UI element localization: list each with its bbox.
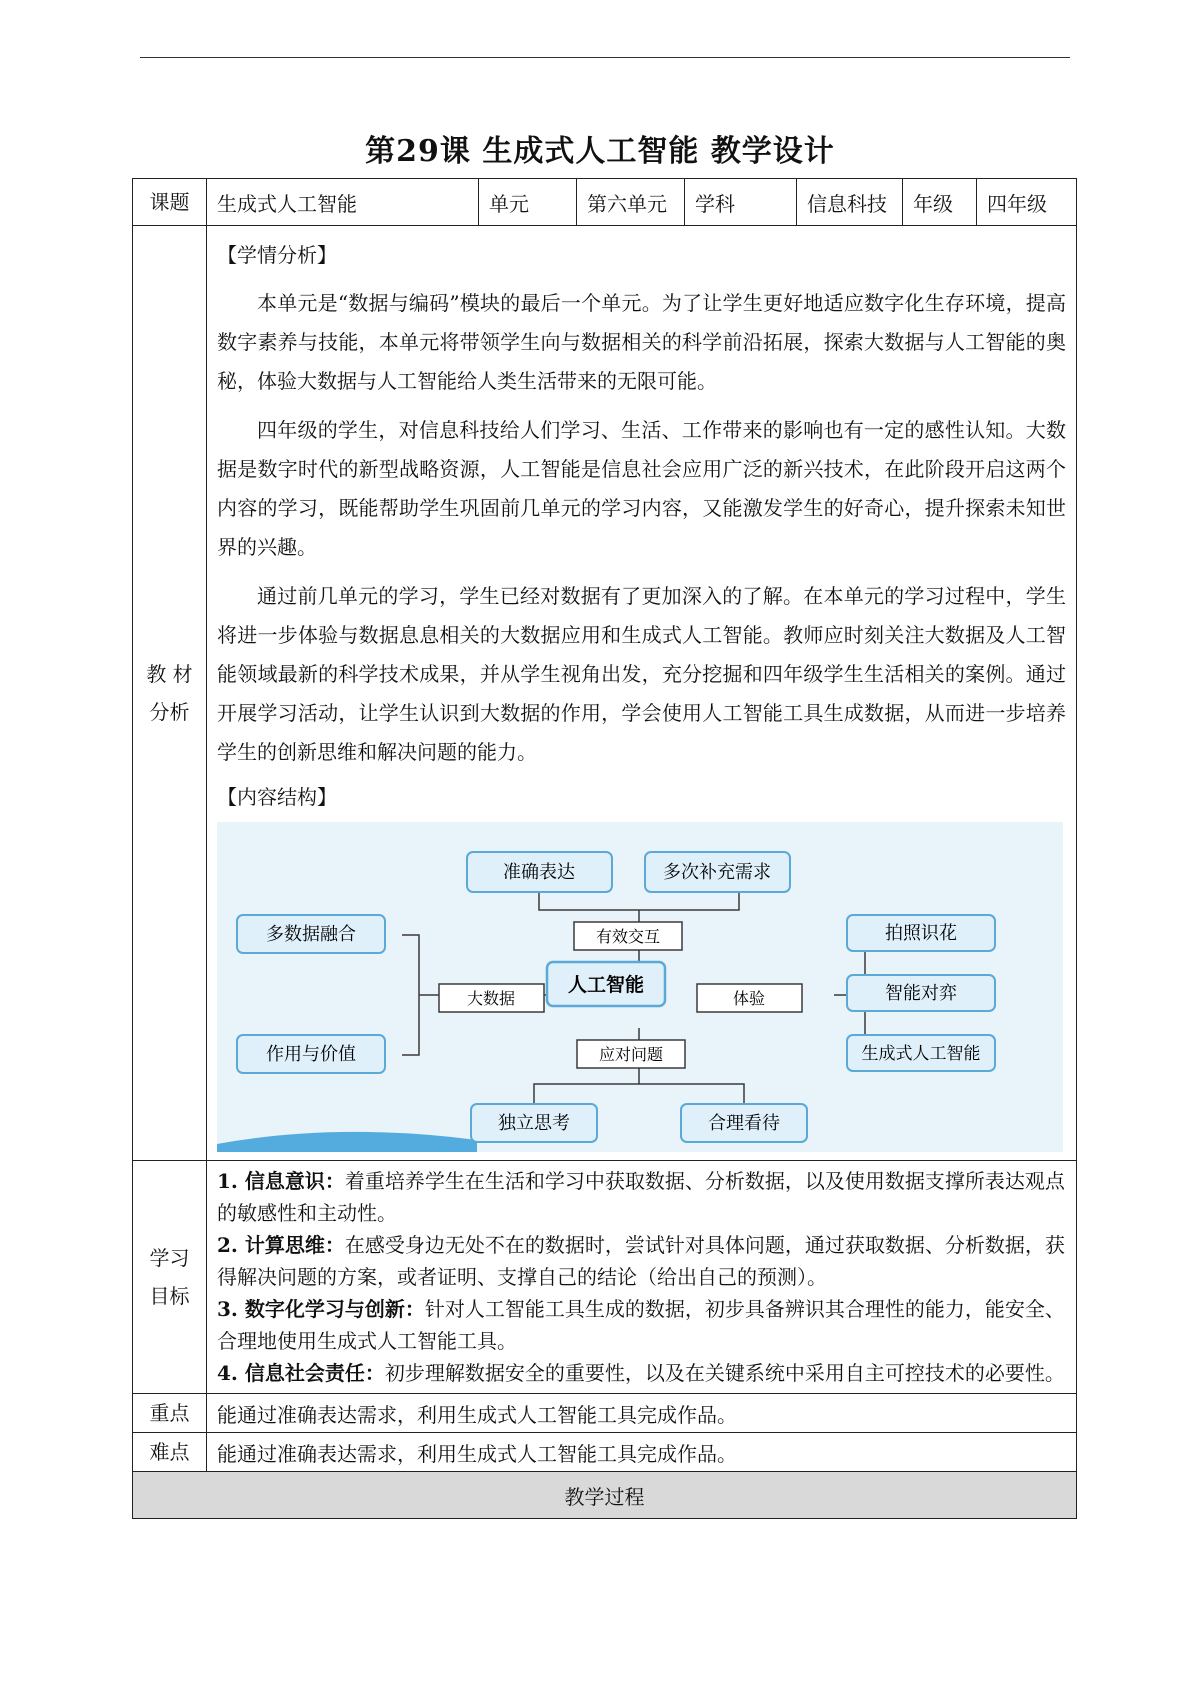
analysis-paragraph-2: 四年级的学生，对信息科技给人们学习、生活、工作带来的影响也有一定的感性认知。大数据是数字时代的新型战略资源，人工智能是信息社会应用广泛的新兴技术，在此阶段开启这两个内容的学习，既能帮助学生巩固前几单元的学习内容，又能激发学生的好奇心，提升探索未知世界的兴趣。: [217, 418, 1066, 559]
grade-value: 四年级: [977, 179, 1077, 226]
goal-2-title: 2. 计算思维：: [217, 1233, 345, 1257]
analysis-label-line2: 分析: [149, 700, 190, 724]
goal-3-text: 针对人工智能工具生成的数据，初步具备辨识其合理性的能力，能安全、合理地使用生成式人工智能工具。: [217, 1297, 1065, 1353]
analysis-row: [133, 226, 1077, 1161]
goal-2-text: 在感受身边无处不在的数据时，尝试针对具体问题，通过获取数据、分析数据，获得解决问题的方案，或者证明、支撑自己的结论（给出自己的预测）。: [217, 1233, 1065, 1289]
box-bottom-mid: [577, 1040, 685, 1068]
goals-row: [133, 1161, 1077, 1394]
box-right-2: [847, 975, 995, 1011]
key-point-text: 能通过准确表达需求，利用生成式人工智能工具完成作品。: [207, 1394, 1077, 1433]
unit-value: 第六单元: [577, 179, 685, 226]
label-left-bottom: 作用与价值: [266, 1044, 356, 1065]
lesson-label: 课题: [133, 179, 207, 226]
box-left-mid: [439, 984, 544, 1012]
difficulty-row: [133, 1433, 1077, 1472]
goal-1-title: 1. 信息意识：: [217, 1169, 345, 1193]
box-top-mid: [574, 922, 682, 950]
box-center: [547, 962, 665, 1006]
grade-label: 年级: [903, 179, 977, 226]
goal-3: [217, 1293, 1066, 1357]
box-right-1: [847, 915, 995, 951]
label-left-top: 多数据融合: [266, 924, 356, 945]
header-rule: [140, 57, 1070, 58]
label-right-3: 生成式人工智能: [861, 1044, 981, 1064]
key-point-row: [133, 1394, 1077, 1433]
label-right-mid: 体验: [732, 989, 766, 1008]
box-right-3: [847, 1035, 995, 1071]
goals-content: [207, 1161, 1077, 1394]
box-left-top: [237, 915, 385, 953]
lesson-value: 生成式人工智能: [207, 179, 479, 226]
analysis-label-line1: 教 材: [146, 662, 193, 686]
box-bottom-right: [681, 1104, 807, 1142]
key-point-label: 重点: [133, 1394, 207, 1433]
label-bottom-left: 独立思考: [498, 1113, 570, 1134]
info-row: [133, 179, 1077, 226]
goals-label-line2: 目标: [149, 1284, 190, 1308]
label-right-1: 拍照识花: [885, 923, 957, 944]
difficulty-text: 能通过准确表达需求，利用生成式人工智能工具完成作品。: [207, 1433, 1077, 1472]
label-bottom-mid: 应对问题: [598, 1045, 664, 1064]
goal-4-text: 初步理解数据安全的重要性，以及在关键系统中采用自主可控技术的必要性。: [384, 1361, 1065, 1385]
goal-1: [217, 1165, 1066, 1229]
label-center: 人工智能: [567, 974, 645, 996]
process-row: [133, 1472, 1077, 1519]
analysis-paragraph-1: 本单元是“数据与编码”模块的最后一个单元。为了让学生更好地适应数字化生存环境，提高数字素养与技能，本单元将带领学生向与数据相关的科学前沿拓展，探索大数据与人工智能的奥秘，体验大数据与人工智能给人类生活带来的无限可能。: [217, 291, 1066, 393]
label-right-2: 智能对弈: [885, 983, 957, 1004]
content-structure-diagram: [217, 822, 1063, 1152]
goal-3-title: 3. 数字化学习与创新：: [217, 1297, 425, 1321]
label-top-left: 准确表达: [503, 862, 575, 883]
goal-4: [217, 1357, 1066, 1389]
box-bottom-left: [471, 1104, 597, 1142]
box-right-mid: [697, 984, 802, 1012]
label-top-mid: 有效交互: [595, 927, 661, 946]
subject-label: 学科: [685, 179, 797, 226]
goal-2: [217, 1229, 1066, 1293]
box-top-left: [467, 852, 612, 892]
process-heading: 教学过程: [133, 1472, 1077, 1519]
goal-4-title: 4. 信息社会责任：: [217, 1361, 385, 1385]
page-title: 第29课 生成式人工智能 教学设计: [365, 134, 835, 169]
label-top-right: 多次补充需求: [663, 862, 771, 883]
goals-label: [133, 1161, 207, 1394]
lesson-plan-table: [132, 178, 1077, 1519]
unit-label: 单元: [479, 179, 577, 226]
student-analysis-heading: 【学情分析】: [217, 243, 337, 267]
label-left-mid: 大数据: [466, 989, 516, 1008]
goal-1-text: 着重培养学生在生活和学习中获取数据、分析数据，以及使用数据支撑所表达观点的敏感性和主动性。: [217, 1169, 1065, 1225]
subject-value: 信息科技: [797, 179, 903, 226]
analysis-label: [133, 226, 207, 1161]
difficulty-label: 难点: [133, 1433, 207, 1472]
box-top-right: [645, 852, 790, 892]
content-structure-heading: 【内容结构】: [217, 785, 337, 809]
analysis-content: [207, 226, 1077, 1161]
label-bottom-right: 合理看待: [708, 1113, 780, 1134]
box-left-bottom: [237, 1035, 385, 1073]
analysis-paragraph-3: 通过前几单元的学习，学生已经对数据有了更加深入的了解。在本单元的学习过程中，学生将进一步体验与数据息息相关的大数据应用和生成式人工智能。教师应时刻关注大数据及人工智能领域最新的科学技术成果，并从学生视角出发，充分挖掘和四年级学生生活相关的案例。通过开展学习活动，让学生认识到大数据的作用，学会使用人工智能工具生成数据，从而进一步培养学生的创新思维和解决问题的能力。: [217, 584, 1066, 764]
goals-label-line1: 学习: [149, 1246, 190, 1270]
